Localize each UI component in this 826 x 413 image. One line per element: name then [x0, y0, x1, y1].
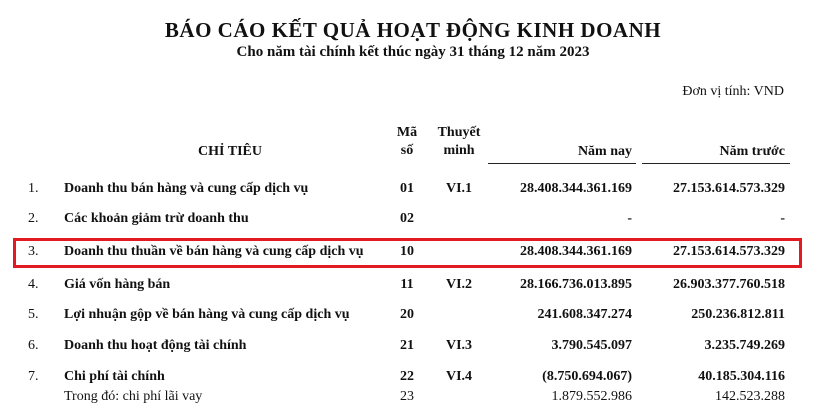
row-number: 5.: [28, 307, 39, 322]
row-current-year: 1.879.552.986: [551, 389, 632, 404]
row-previous-year: 142.523.288: [715, 389, 785, 404]
row-code: 01: [400, 181, 414, 196]
header-thuyet-minh-line2: minh: [443, 143, 475, 158]
table-row: [0, 211, 826, 231]
row-number: 7.: [28, 369, 39, 384]
row-current-year: -: [627, 211, 632, 226]
header-ma-so-line2: số: [400, 143, 414, 158]
row-number: 4.: [28, 277, 39, 292]
table-row: [0, 307, 826, 327]
row-code: 22: [400, 369, 414, 384]
row-code: 10: [400, 244, 414, 259]
row-code: 21: [400, 338, 414, 353]
row-name: Các khoản giảm trừ doanh thu: [64, 211, 249, 226]
row-name: Trong đó: chi phí lãi vay: [64, 389, 203, 404]
header-thuyet-minh-line1: Thuyết: [437, 125, 481, 140]
header-nam-nay: Năm nay: [577, 144, 632, 159]
row-current-year: (8.750.694.067): [542, 369, 632, 384]
row-previous-year: 3.235.749.269: [704, 338, 785, 353]
row-name: Doanh thu bán hàng và cung cấp dịch vụ: [64, 181, 309, 196]
row-previous-year: 27.153.614.573.329: [673, 181, 785, 196]
table-row: [0, 277, 826, 297]
row-previous-year: -: [780, 211, 785, 226]
row-code: 23: [400, 389, 414, 404]
row-name: Doanh thu hoạt động tài chính: [64, 338, 247, 353]
row-previous-year: 40.185.304.116: [698, 369, 785, 384]
header-nam-truoc: Năm trước: [719, 144, 785, 159]
table-row: [0, 181, 826, 201]
row-code: 11: [400, 277, 414, 292]
row-current-year: 241.608.347.274: [537, 307, 632, 322]
row-previous-year: 26.903.377.760.518: [673, 277, 785, 292]
row-number: 3.: [28, 244, 39, 259]
row-note: VI.4: [445, 369, 473, 384]
row-previous-year: 27.153.614.573.329: [673, 244, 785, 259]
table-row: [0, 369, 826, 389]
row-code: 20: [400, 307, 414, 322]
header-ma-so-line1: Mã: [396, 125, 418, 140]
row-previous-year: 250.236.812.811: [691, 307, 785, 322]
row-note: VI.2: [445, 277, 473, 292]
row-name: Chi phí tài chính: [64, 369, 165, 384]
row-current-year: 28.408.344.361.169: [520, 181, 632, 196]
currency-unit: Đơn vị tính: VND: [682, 84, 784, 99]
row-note: VI.3: [445, 338, 473, 353]
row-current-year: 28.408.344.361.169: [520, 244, 632, 259]
row-number: 1.: [28, 181, 39, 196]
row-name: Doanh thu thuần về bán hàng và cung cấp dịch vụ: [64, 244, 364, 259]
header-thuyet-minh: [432, 124, 486, 160]
header-chi-tieu: CHỈ TIÊU: [198, 144, 262, 159]
row-note: VI.1: [445, 181, 473, 196]
row-number: 2.: [28, 211, 39, 226]
header-underline-nam-truoc: [642, 163, 790, 164]
report-title: BÁO CÁO KẾT QUẢ HOẠT ĐỘNG KINH DOANH: [164, 18, 662, 42]
row-number: 6.: [28, 338, 39, 353]
row-name: Lợi nhuận gộp về bán hàng và cung cấp dịch vụ: [64, 307, 350, 322]
highlight-box: [13, 238, 802, 268]
table-row: [0, 338, 826, 358]
header-underline-nam-nay: [488, 163, 636, 164]
row-code: 02: [400, 211, 414, 226]
row-current-year: 28.166.736.013.895: [520, 277, 632, 292]
report-subtitle: Cho năm tài chính kết thúc ngày 31 tháng 12 năm 2023: [236, 44, 590, 60]
header-ma-so: [392, 124, 422, 160]
table-row-sub: [0, 389, 826, 409]
row-name: Giá vốn hàng bán: [64, 277, 171, 292]
row-current-year: 3.790.545.097: [551, 338, 632, 353]
